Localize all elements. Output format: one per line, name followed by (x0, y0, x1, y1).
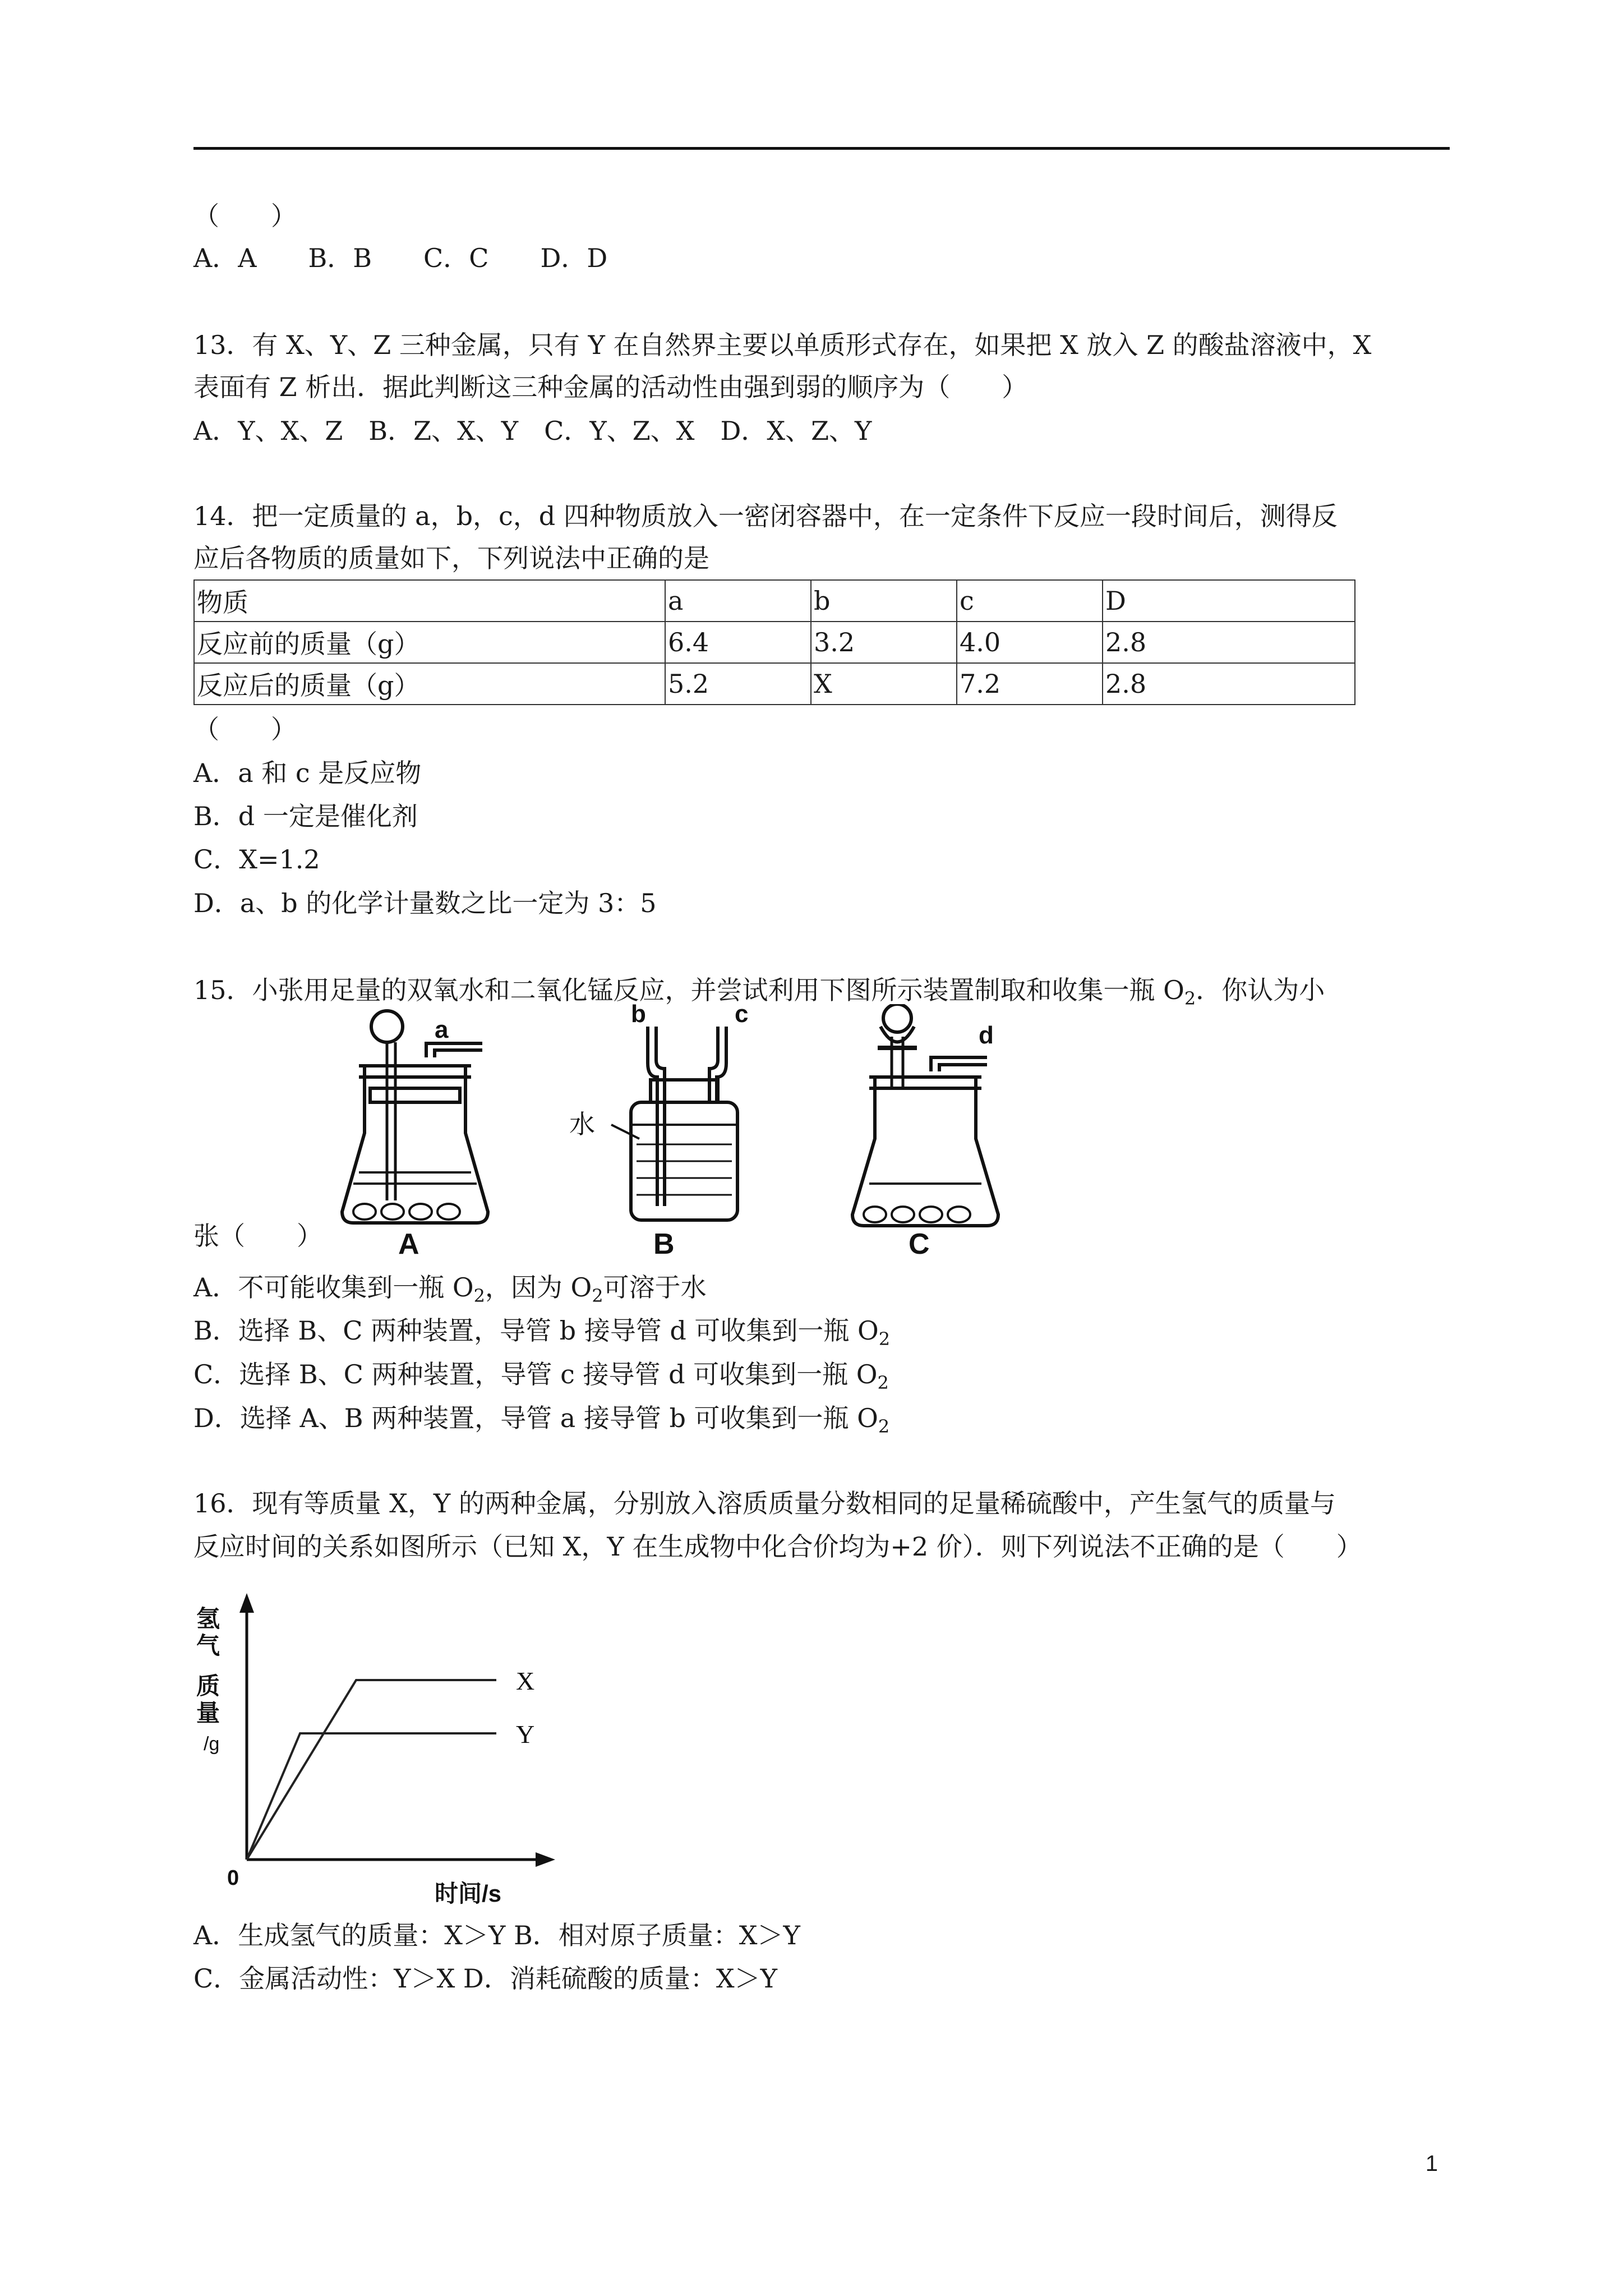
q12-bracket: （ ） (193, 201, 297, 231)
q13-options: A．Y、X、Z B．Z、X、Y C．Y、Z、X D．X、Z、Y (193, 416, 872, 446)
table-cell: 3.2 (811, 622, 957, 663)
label-b: b (631, 1004, 646, 1028)
q16-stem-line1: 16．现有等质量 X，Y 的两种金属，分别放入溶质质量分数相同的足量稀硫酸中，产生氢气的质量与 (193, 1488, 1336, 1519)
y-label-char: 量 (196, 1700, 220, 1726)
apparatus-a (342, 1011, 488, 1223)
table-cell: a (665, 580, 811, 622)
label-c: c (735, 1004, 749, 1028)
header-rule (193, 147, 1450, 150)
page-number: 1 (1425, 2151, 1438, 2176)
q15-option-a: A．不可能收集到一瓶 $O_2$，因为 $O_2$可溶于水 (193, 1272, 707, 1306)
table-header-row (194, 580, 1355, 622)
table-row (194, 663, 1355, 705)
series-label-y: Y (516, 1720, 535, 1749)
series-label-x: X (516, 1667, 535, 1695)
q14-stem-line2: 应后各物质的质量如下，下列说法中正确的是 (193, 543, 709, 573)
q15-stem-line1: 15．小张用足量的双氧水和二氧化锰反应，并尝试利用下图所示装置制取和收集一瓶 $O_2$．你认为小 (193, 975, 1325, 1009)
q16-options-line1: A．生成氢气的质量：X＞Y B．相对原子质量：X＞Y (193, 1920, 800, 1950)
label-A: A (398, 1228, 419, 1257)
table-cell: 2.8 (1103, 663, 1355, 705)
q14-option-d: D．a、b 的化学计量数之比一定为 3：5 (193, 888, 657, 918)
table-cell: X (811, 663, 957, 705)
label-d: d (979, 1022, 994, 1049)
table-cell: 2.8 (1103, 622, 1355, 663)
q13-stem-line2: 表面有 Z 析出．据此判断这三种金属的活动性由强到弱的顺序为（ ） (193, 372, 1028, 402)
q15-stem-line2: 张（ ） (193, 1221, 322, 1251)
q16-stem-line2: 反应时间的关系如图所示（已知 X，Y 在生成物中化合价均为+2 价）．则下列说法不正确的是（ ） (193, 1531, 1362, 1562)
q15-option-b: B．选择 B、C 两种装置，导管 b 接导管 d 可收集到一瓶 $O_2$ (193, 1315, 891, 1350)
y-label-char: 质 (196, 1673, 220, 1699)
table-cell: 6.4 (665, 622, 811, 663)
table-cell: 4.0 (957, 622, 1103, 663)
x-axis-arrow-icon (536, 1852, 555, 1867)
y-axis-arrow-icon (239, 1593, 254, 1613)
q14-option-a: A．a 和 c 是反应物 (193, 758, 422, 788)
table-cell: 7.2 (957, 663, 1103, 705)
q14-stem-line1: 14．把一定质量的 a，b，c，d 四种物质放入一密闭容器中，在一定条件下反应一段时间后，测得反 (193, 501, 1338, 531)
q13-stem-line1: 13．有 X、Y、Z 三种金属，只有 Y 在自然界主要以单质形式存在，如果把 X 放入 Z 的酸盐溶液中，X (193, 330, 1372, 360)
table-cell: b (811, 580, 957, 622)
table-cell: 反应前的质量（g） (194, 622, 665, 663)
table-cell: c (957, 580, 1103, 622)
q16-options-line2: C．金属活动性：Y＞X D．消耗硫酸的质量：X＞Y (193, 1963, 777, 1994)
label-water: 水 (569, 1110, 595, 1139)
y-unit: /g (204, 1733, 220, 1755)
q16-hydrogen-time-graph (193, 1582, 575, 1907)
table-row (194, 622, 1355, 663)
table-cell: D (1103, 580, 1355, 622)
apparatus-b (611, 1027, 737, 1220)
q14-mass-table (193, 579, 1355, 705)
y-label-char: 气 (196, 1632, 220, 1659)
x-label: 时间/s (435, 1880, 502, 1907)
table-cell: 物质 (194, 580, 665, 622)
q15-apparatus-figure (314, 1004, 1099, 1257)
label-B: B (653, 1228, 675, 1257)
q14-option-c: C．X=1.2 (193, 844, 320, 875)
q14-bracket: （ ） (193, 714, 297, 744)
q15-option-d: D．选择 A、B 两种装置，导管 a 接导管 b 可收集到一瓶 $O_2$ (193, 1403, 890, 1437)
label-a: a (435, 1016, 449, 1043)
q12-options: A．A B．B C．C D．D (193, 243, 608, 273)
label-C: C (909, 1228, 930, 1257)
table-cell: 反应后的质量（g） (194, 663, 665, 705)
origin-label: 0 (227, 1866, 239, 1890)
q15-option-c: C．选择 B、C 两种装置，导管 c 接导管 d 可收集到一瓶 $O_2$ (193, 1359, 889, 1393)
apparatus-c (852, 1004, 998, 1226)
table-cell: 5.2 (665, 663, 811, 705)
y-label-char: 氢 (196, 1605, 220, 1632)
q14-option-b: B．d 一定是催化剂 (193, 801, 418, 831)
